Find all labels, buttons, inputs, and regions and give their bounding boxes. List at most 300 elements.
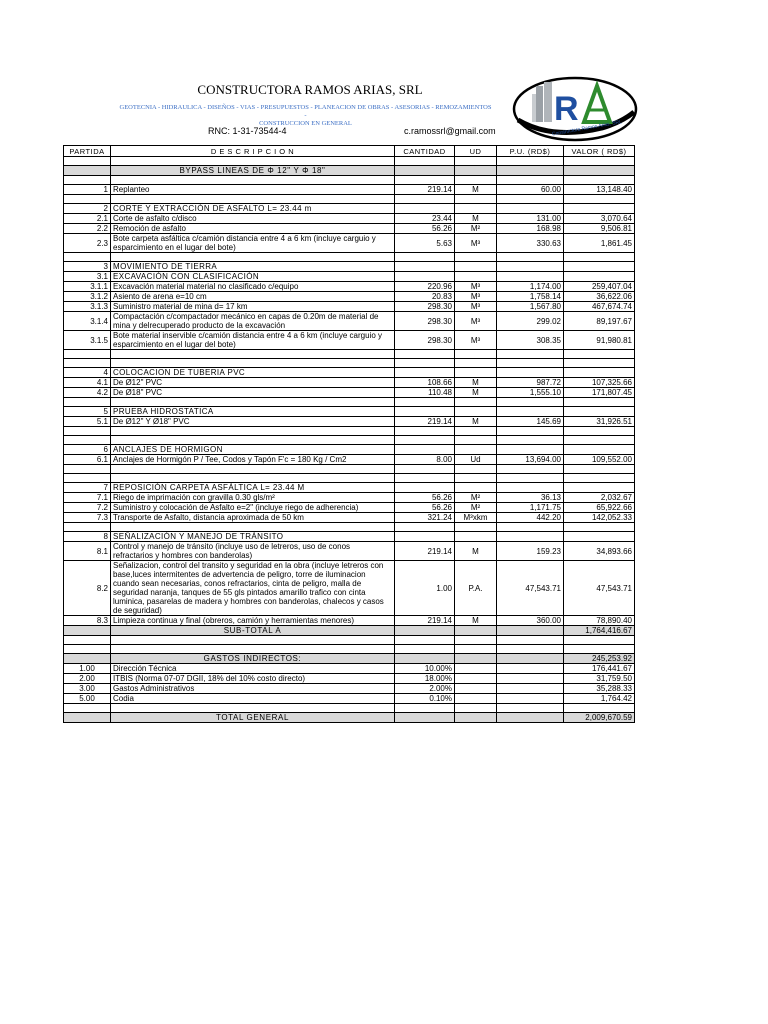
row-descripcion: Anclajes de Hormigón P / Tee, Codos y Tapón F'c = 180 Kg / Cm2 [111,455,395,465]
empty-cell [497,626,564,636]
empty-cell [64,654,111,664]
row-partida: 2.1 [64,214,111,224]
row-pu [497,445,564,455]
empty-cell [395,253,455,262]
blank-row [64,523,635,532]
empty-cell [455,645,497,654]
empty-cell [455,713,497,723]
empty-cell [564,474,635,483]
row-partida: 3.1.4 [64,312,111,331]
row-partida: 4.1 [64,378,111,388]
header-pu: P.U. (RD$) [497,146,564,157]
empty-cell [497,674,564,684]
row-valor: 9,506.81 [564,224,635,234]
indirect-valor: 31,759.50 [564,674,635,684]
empty-cell [564,253,635,262]
empty-cell [497,664,564,674]
empty-cell [111,704,395,713]
row-descripcion: Suministro y colocación de Asfalto e=2" (incluye riego de adherencia) [111,503,395,513]
row-ud: M [455,616,497,626]
empty-cell [455,684,497,694]
empty-cell [64,195,111,204]
empty-cell [395,350,455,359]
row-pu [497,368,564,378]
subtotal-row [64,626,635,636]
row-valor: 47,543.71 [564,561,635,616]
table-row [64,513,635,523]
empty-cell [564,645,635,654]
empty-cell [455,359,497,368]
indirect-valor: 35,288.33 [564,684,635,694]
row-partida: 2 [64,204,111,214]
row-partida: 7.2 [64,503,111,513]
empty-cell [395,436,455,445]
indirect-partida: 1.00 [64,664,111,674]
row-valor: 65,922.66 [564,503,635,513]
row-descripcion: Transporte de Asfalto, distancia aproximada de 50 km [111,513,395,523]
row-partida: 2.3 [64,234,111,253]
blank-row [64,350,635,359]
row-descripcion: Replanteo [111,185,395,195]
row-partida: 8.3 [64,616,111,626]
empty-cell [497,350,564,359]
empty-cell [111,176,395,185]
row-valor [564,262,635,272]
row-cantidad: 298.30 [395,331,455,350]
row-descripcion: De Ø12" Y Ø18" PVC [111,417,395,427]
row-descripcion: Control y manejo de tránsito (incluye uso de letreros, uso de conos refractarios y hombres con banderolas) [111,542,395,561]
indirect-valor: 176,441.67 [564,664,635,674]
row-cantidad: 5.63 [395,234,455,253]
blank-row [64,436,635,445]
row-pu [497,272,564,282]
table-row [64,234,635,253]
empty-cell [111,645,395,654]
table-row [64,417,635,427]
row-pu: 145.69 [497,417,564,427]
empty-cell [395,636,455,645]
row-cantidad: 23.44 [395,214,455,224]
empty-cell [395,195,455,204]
row-ud: M [455,417,497,427]
subtotal-row-value: 1,764,416.67 [564,626,635,636]
empty-cell [564,359,635,368]
row-cantidad [395,204,455,214]
empty-cell [111,157,395,166]
header-ud: UD [455,146,497,157]
row-cantidad: 219.14 [395,417,455,427]
row-partida: 3.1.1 [64,282,111,292]
table-row [64,312,635,331]
empty-cell [395,626,455,636]
row-cantidad: 56.26 [395,493,455,503]
empty-cell [455,436,497,445]
empty-cell [497,176,564,185]
row-pu: 442.20 [497,513,564,523]
row-partida: 3 [64,262,111,272]
svg-text:R: R [554,90,579,128]
empty-cell [64,474,111,483]
empty-cell [455,465,497,474]
row-valor [564,407,635,417]
row-valor: 142,052.33 [564,513,635,523]
row-pu [497,262,564,272]
row-valor: 259,407.04 [564,282,635,292]
row-pu [497,532,564,542]
row-pu: 1,171.75 [497,503,564,513]
row-partida: 7 [64,483,111,493]
row-descripcion: Suministro material de mina d= 17 km [111,302,395,312]
company-services [118,104,493,128]
table-row [64,331,635,350]
empty-cell [455,253,497,262]
empty-cell [64,713,111,723]
row-descripcion: REPOSICIÓN CARPETA ASFÁLTICA L= 23.44 M [111,483,395,493]
blank-row [64,427,635,436]
row-valor [564,272,635,282]
row-cantidad: 20.83 [395,292,455,302]
indirect-item-row [64,684,635,694]
row-ud [455,272,497,282]
row-pu: 1,567.80 [497,302,564,312]
row-descripcion: Asiento de arena e=10 cm [111,292,395,302]
empty-cell [64,398,111,407]
row-partida: 8 [64,532,111,542]
table-row [64,532,635,542]
row-valor: 13,148.40 [564,185,635,195]
row-pu: 36.13 [497,493,564,503]
total-row [64,713,635,723]
row-cantidad [395,272,455,282]
row-descripcion: De Ø18" PVC [111,388,395,398]
row-pu [497,407,564,417]
row-pu: 299.02 [497,312,564,331]
empty-cell [497,359,564,368]
row-cantidad: 219.14 [395,185,455,195]
row-cantidad: 110.48 [395,388,455,398]
table-row [64,378,635,388]
indirect-row [64,654,635,664]
empty-cell [64,523,111,532]
indirect-percent: 2.00% [395,684,455,694]
row-ud [455,262,497,272]
row-ud: M [455,388,497,398]
empty-cell [395,645,455,654]
row-pu: 987.72 [497,378,564,388]
row-cantidad [395,368,455,378]
header-valor: VALOR ( RD$) [564,146,635,157]
company-name: CONSTRUCTORA RAMOS ARIAS, SRL [197,82,423,97]
empty-cell [395,157,455,166]
row-descripcion: Riego de imprimación con gravilla 0.30 gls/m² [111,493,395,503]
row-descripcion: MOVIMIENTO DE TIERRA [111,262,395,272]
header-cantidad: CANTIDAD [395,146,455,157]
blank-row [64,636,635,645]
row-pu: 168.98 [497,224,564,234]
empty-cell [111,523,395,532]
indirect-item-row [64,694,635,704]
row-pu: 131.00 [497,214,564,224]
empty-cell [497,427,564,436]
indirect-percent: 10.00% [395,664,455,674]
empty-cell [455,157,497,166]
empty-cell [111,636,395,645]
blank-row [64,465,635,474]
row-cantidad: 108.66 [395,378,455,388]
row-partida: 5.1 [64,417,111,427]
empty-cell [455,694,497,704]
table-row [64,368,635,378]
row-pu: 47,543.71 [497,561,564,616]
empty-cell [564,636,635,645]
empty-cell [564,398,635,407]
empty-cell [395,713,455,723]
blank-row [64,704,635,713]
empty-cell [64,626,111,636]
empty-cell [564,436,635,445]
table-row [64,542,635,561]
empty-cell [455,674,497,684]
logo-text: Constructora Ramos Arias, SRL [551,119,623,138]
row-valor: 2,032.67 [564,493,635,503]
row-partida: 7.1 [64,493,111,503]
row-cantidad: 8.00 [395,455,455,465]
row-cantidad [395,445,455,455]
empty-cell [497,436,564,445]
empty-cell [497,195,564,204]
empty-cell [497,636,564,645]
row-descripcion: ANCLAJES DE HORMIGON [111,445,395,455]
row-ud [455,532,497,542]
empty-cell [497,654,564,664]
empty-cell [455,166,497,176]
row-ud: M³ [455,282,497,292]
row-partida: 6.1 [64,455,111,465]
row-partida: 8.2 [64,561,111,616]
empty-cell [564,523,635,532]
subtotal-row-label: SUB-TOTAL A [111,626,395,636]
empty-cell [64,359,111,368]
empty-cell [455,704,497,713]
row-cantidad: 219.14 [395,542,455,561]
empty-cell [455,654,497,664]
table-row [64,224,635,234]
empty-cell [64,157,111,166]
row-valor: 171,807.45 [564,388,635,398]
row-ud [455,483,497,493]
row-valor [564,445,635,455]
row-ud: M² [455,224,497,234]
table-row [64,204,635,214]
row-ud: M [455,378,497,388]
row-ud: M³xkm [455,513,497,523]
empty-cell [395,359,455,368]
empty-cell [455,176,497,185]
empty-cell [395,654,455,664]
indirect-partida: 2.00 [64,674,111,684]
row-partida: 3.1.2 [64,292,111,302]
row-ud: M³ [455,234,497,253]
row-descripcion: Remoción de asfalto [111,224,395,234]
empty-cell [395,166,455,176]
row-pu: 60.00 [497,185,564,195]
row-valor [564,532,635,542]
row-valor: 78,890.40 [564,616,635,626]
blank-row [64,398,635,407]
row-ud: M³ [455,292,497,302]
empty-cell [395,523,455,532]
company-logo-icon [512,76,638,142]
empty-cell [455,398,497,407]
section-title-label: BYPASS LINEAS DE Φ 12" Y Φ 18" [111,166,395,176]
empty-cell [111,398,395,407]
budget-table [63,145,635,723]
row-pu [497,483,564,493]
empty-cell [395,398,455,407]
row-valor: 36,622.06 [564,292,635,302]
empty-cell [455,523,497,532]
row-cantidad: 219.14 [395,616,455,626]
row-partida: 7.3 [64,513,111,523]
row-descripcion: CORTE Y EXTRACCIÓN DE ASFALTO L= 23.44 m [111,204,395,214]
total-row-value: 2,009,670.59 [564,713,635,723]
blank-row [64,474,635,483]
empty-cell [497,713,564,723]
row-valor: 3,070.64 [564,214,635,224]
empty-cell [455,664,497,674]
table-row [64,185,635,195]
table-row [64,493,635,503]
empty-cell [64,465,111,474]
empty-cell [455,636,497,645]
empty-cell [564,465,635,474]
row-cantidad [395,483,455,493]
row-valor: 31,926.51 [564,417,635,427]
empty-cell [564,427,635,436]
empty-cell [64,645,111,654]
row-valor: 1,861.45 [564,234,635,253]
row-cantidad [395,407,455,417]
services-line-1: GEOTECNIA - HIDRAULICA - DISEÑOS - VIAS - PRESUPUESTOS - PLANEACION DE OBRAS - ASESORIAS - REMOZAMIENTOS - [119,104,492,119]
row-valor [564,368,635,378]
row-cantidad: 220.96 [395,282,455,292]
empty-cell [455,626,497,636]
section-title [64,166,635,176]
blank-row [64,195,635,204]
row-descripcion: Excavación material material no clasificado c/equipo [111,282,395,292]
row-valor: 467,674.74 [564,302,635,312]
header-descripcion: D E S C R I P C I O N [111,146,395,157]
row-pu: 1,758.14 [497,292,564,302]
row-descripcion: Compactación c/compactador mecánico en capas de 0.20m de material de mina y delrecuperado producto de la excavación [111,312,395,331]
row-ud: P.A. [455,561,497,616]
indirect-descripcion: Gastos Administrativos [111,684,395,694]
empty-cell [497,398,564,407]
row-ud: M² [455,503,497,513]
row-ud [455,204,497,214]
row-valor [564,204,635,214]
table-row [64,455,635,465]
row-cantidad: 56.26 [395,503,455,513]
indirect-descripcion: ITBIS (Norma 07-07 DGII, 18% del 10% costo directo) [111,674,395,684]
row-ud: M [455,185,497,195]
table-row [64,272,635,282]
row-ud: M [455,542,497,561]
empty-cell [111,427,395,436]
empty-cell [395,427,455,436]
row-partida: 8.1 [64,542,111,561]
empty-cell [64,436,111,445]
table-row [64,214,635,224]
table-row [64,483,635,493]
row-valor [564,483,635,493]
company-rnc: RNC: 1-31-73544-4 [208,126,287,136]
services-line-2: CONSTRUCCION EN GENERAL [259,120,352,127]
row-descripcion: Limpieza continua y final (obreros, camión y herramientas menores) [111,616,395,626]
row-partida: 3.1 [64,272,111,282]
indirect-percent: 18.00% [395,674,455,684]
empty-cell [395,704,455,713]
empty-cell [395,176,455,185]
row-valor: 91,980.81 [564,331,635,350]
row-valor: 89,197.67 [564,312,635,331]
empty-cell [455,474,497,483]
row-valor: 107,325.66 [564,378,635,388]
empty-cell [497,166,564,176]
row-pu: 159.23 [497,542,564,561]
row-cantidad [395,262,455,272]
row-ud [455,407,497,417]
empty-cell [497,253,564,262]
row-pu: 330.63 [497,234,564,253]
empty-cell [395,474,455,483]
row-descripcion: De Ø12" PVC [111,378,395,388]
row-descripcion: SEÑALIZACIÓN Y MANEJO DE TRÁNSITO [111,532,395,542]
empty-cell [564,157,635,166]
blank-row [64,157,635,166]
empty-cell [564,350,635,359]
row-cantidad: 56.26 [395,224,455,234]
section-title-value [564,166,635,176]
indirect-descripcion: Codia [111,694,395,704]
empty-cell [111,253,395,262]
empty-cell [111,359,395,368]
row-pu: 360.00 [497,616,564,626]
row-ud: Ud [455,455,497,465]
row-descripcion: Bote carpeta asfáltica c/camión distancia entre 4 a 6 km (incluye carguio y esparcimiento en el lugar del bote) [111,234,395,253]
row-pu: 1,555.10 [497,388,564,398]
row-descripcion: Señalizacion, control del transito y seguridad en la obra (incluye letreros con base,luces intermitentes de advertencia de peligro, torre de iluminacion cuando sean necesarias, conos refractarios, cinta de peligro, malla de seguridad naranja, tanques de 55 gls pintados amarillo trafico con cinta luminica, pasarelas de madera y hombres con banderolas, chalecos y casos de seguridad) [111,561,395,616]
indirect-item-row [64,664,635,674]
empty-cell [111,195,395,204]
empty-cell [111,436,395,445]
row-partida: 3.1.3 [64,302,111,312]
empty-cell [64,176,111,185]
empty-cell [497,465,564,474]
empty-cell [64,253,111,262]
row-partida: 4.2 [64,388,111,398]
row-ud: M [455,214,497,224]
row-pu: 1,174.00 [497,282,564,292]
empty-cell [111,465,395,474]
table-row [64,292,635,302]
row-valor: 34,893.66 [564,542,635,561]
row-cantidad [395,532,455,542]
indirect-partida: 3.00 [64,684,111,694]
row-cantidad: 298.30 [395,312,455,331]
empty-cell [497,694,564,704]
empty-cell [497,474,564,483]
